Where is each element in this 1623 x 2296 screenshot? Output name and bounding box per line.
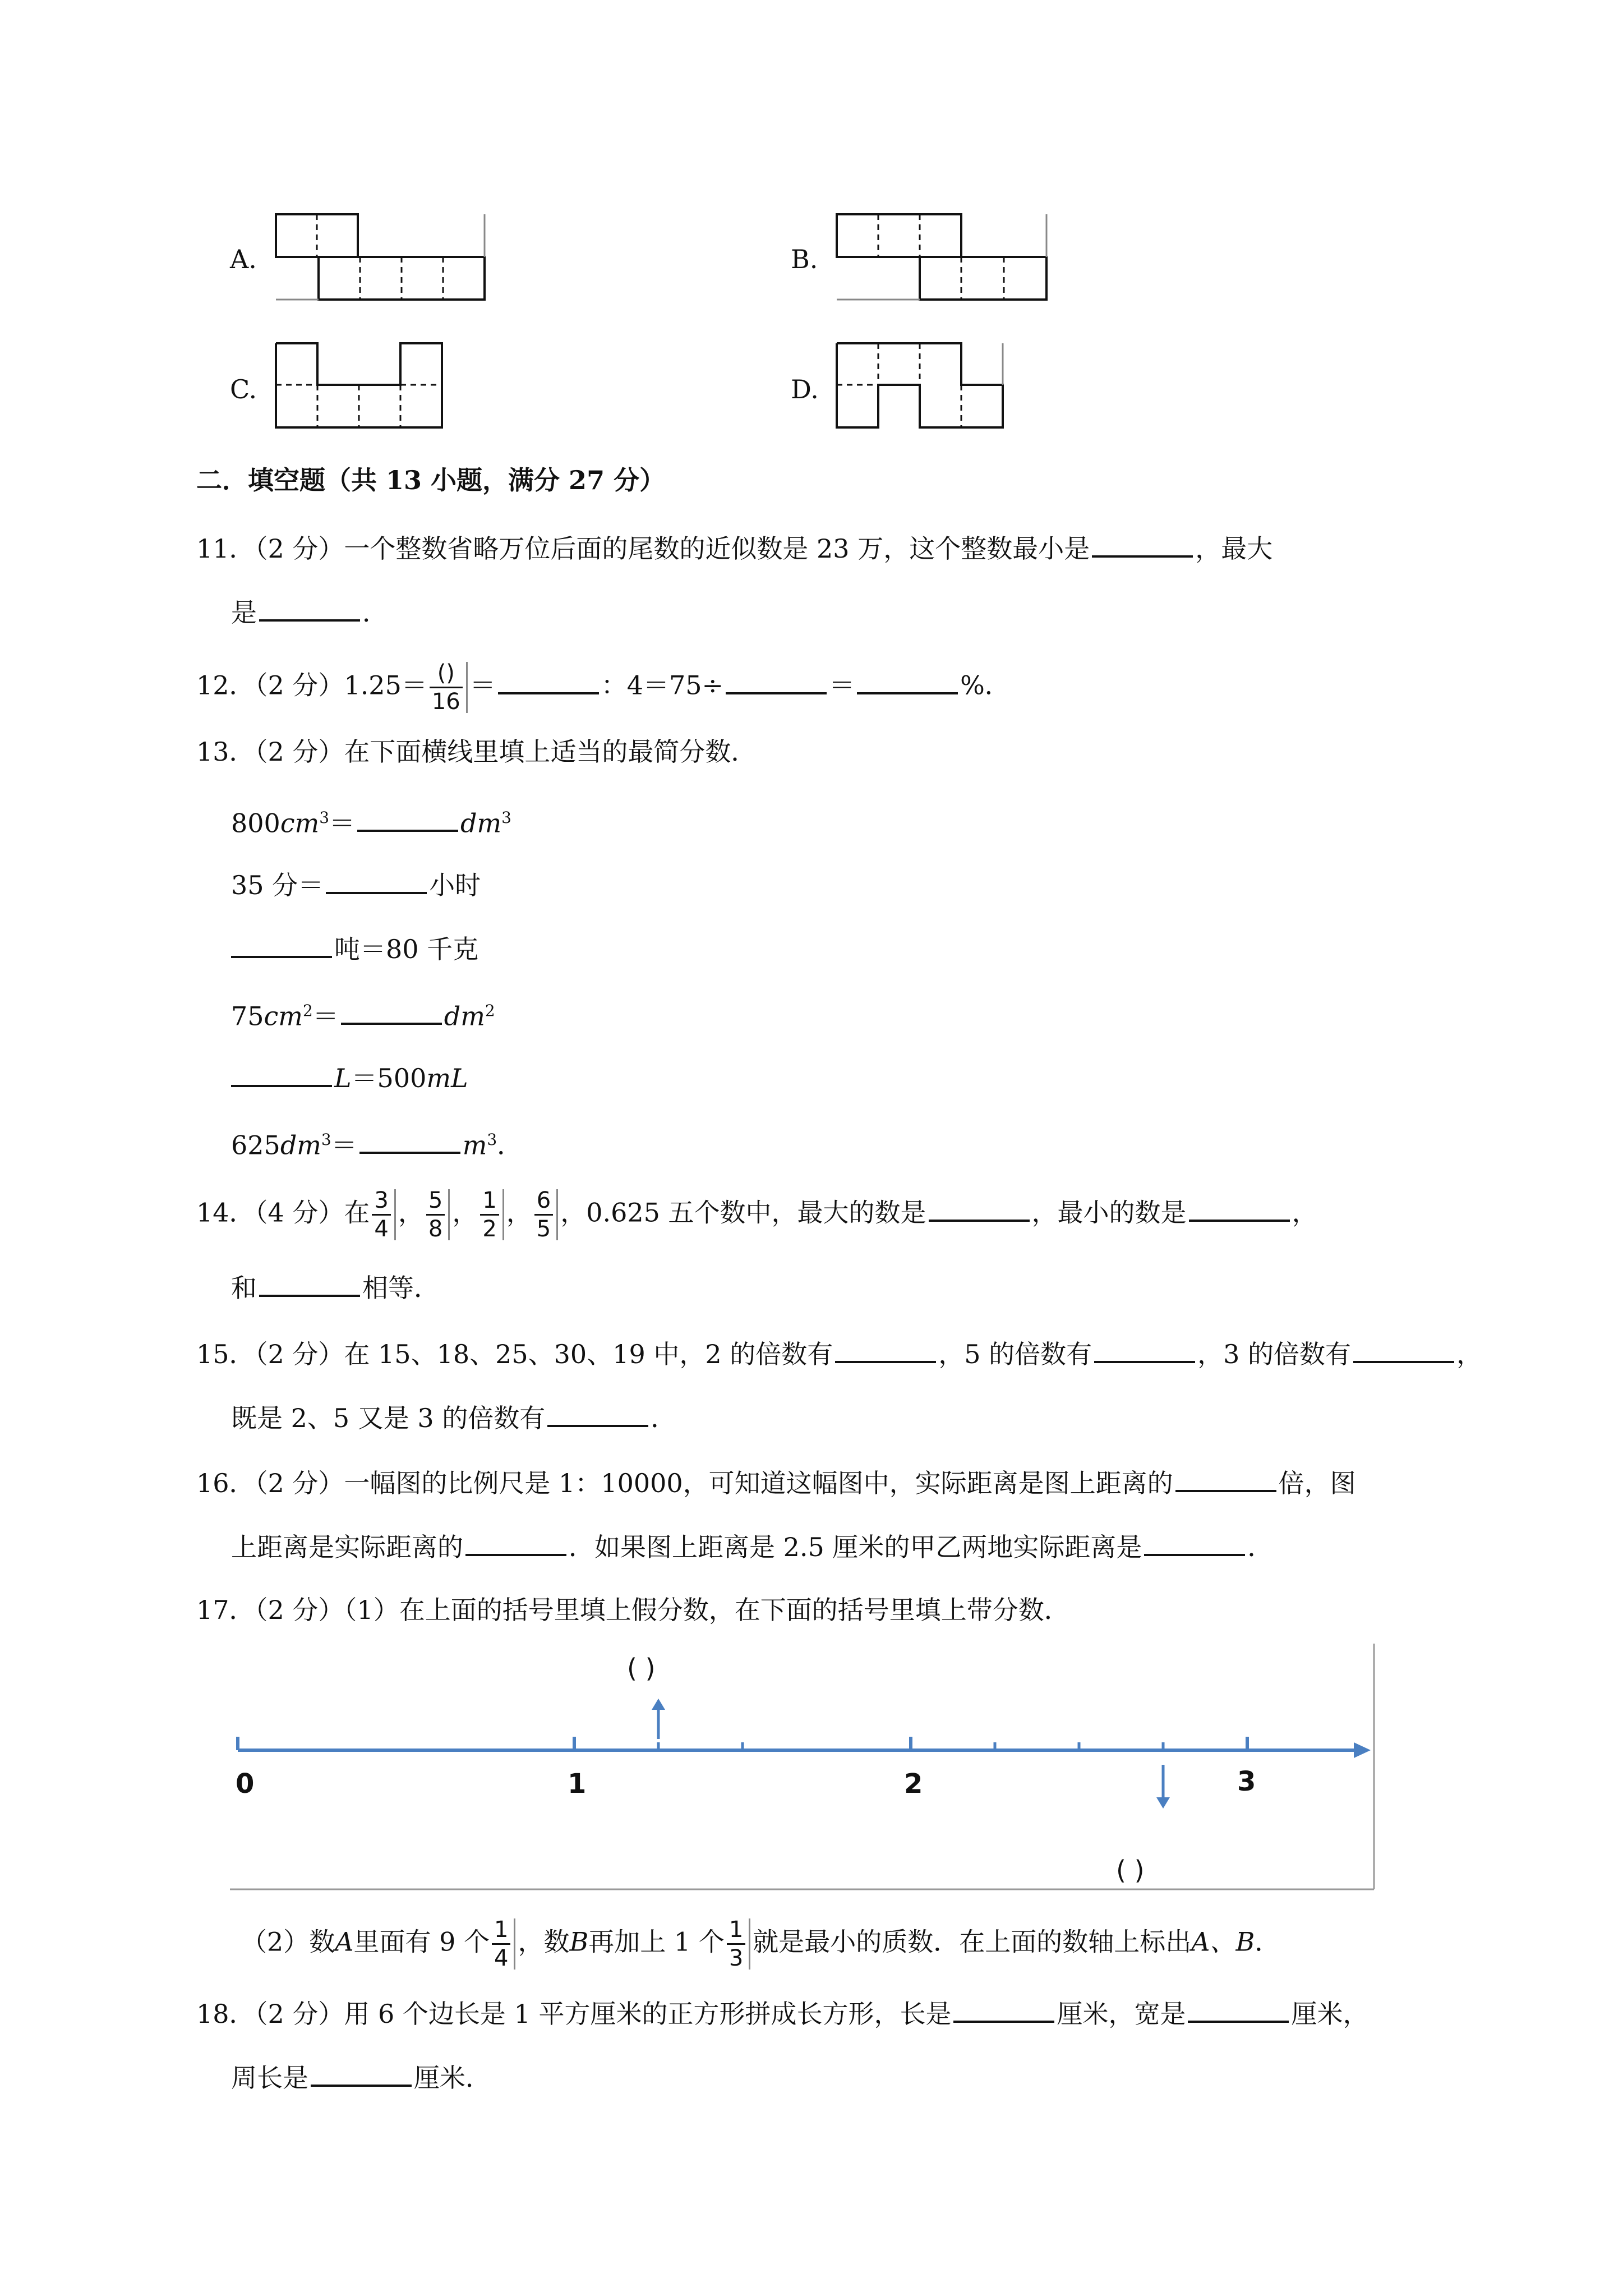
option-c-label: C.: [230, 374, 257, 404]
answer-blank[interactable]: [341, 997, 442, 1025]
option-d-label: D.: [791, 374, 819, 404]
q11-text-2-end: ．: [362, 597, 388, 628]
fraction-1-2: $\frac{1}{2}$: [480, 1189, 504, 1240]
answer-blank[interactable]: [857, 666, 958, 694]
answer-blank[interactable]: [835, 1335, 936, 1363]
question-18-line1: 18．（2 分）用 6 个边长是 1 平方厘米的正方形拼成长方形，长是 厘米，宽是 厘米，: [196, 1995, 1368, 2031]
question-11-line2: [231, 593, 388, 629]
answer-blank[interactable]: [359, 1126, 460, 1154]
up-arrow-head-icon: [652, 1699, 665, 1710]
q13-row-5: L＝500mL: [231, 1059, 468, 1095]
q12-eq2: ＝: [829, 670, 855, 701]
question-18-line2: 周长是 厘米．: [231, 2059, 491, 2095]
answer-blank[interactable]: [1092, 530, 1193, 558]
answer-blank[interactable]: [465, 1528, 566, 1556]
answer-blank[interactable]: [1094, 1335, 1195, 1363]
axis-label-0: 0: [236, 1768, 255, 1800]
q11-text: 11．（2 分）一个整数省略万位后面的尾数的近似数是 23 万，这个整数最小是: [196, 533, 1090, 564]
option-d-figure: [836, 342, 1049, 432]
answer-blank[interactable]: [1188, 1995, 1289, 2023]
answer-blank[interactable]: [259, 1269, 360, 1297]
number-line-figure: [230, 1644, 1385, 1890]
answer-blank[interactable]: [357, 804, 458, 832]
answer-blank[interactable]: [1189, 1194, 1290, 1222]
fraction-1-4: $\frac{1}{4}$: [492, 1918, 515, 1970]
question-16-line2: 上距离是实际距离的 ．如果图上距离是 2.5 厘米的甲乙两地实际距离是 ．: [231, 1528, 1273, 1564]
q13-row-4: $75cm^2= dm^2$: [231, 994, 495, 1033]
answer-blank[interactable]: [326, 866, 427, 894]
answer-blank[interactable]: [726, 666, 827, 694]
question-15-line2: 既是 2、5 又是 3 的倍数有 ．: [231, 1399, 676, 1435]
q13-row-6: $625dm^3= m^3$．: [231, 1123, 523, 1162]
question-14-line2: 和 相等．: [231, 1269, 440, 1305]
number-line-axis: [238, 1699, 1371, 1809]
q12-eq: ＝: [469, 670, 496, 701]
answer-blank[interactable]: [547, 1399, 648, 1427]
option-a-label: A.: [230, 244, 257, 274]
fraction-1-3: $\frac{1}{3}$: [727, 1918, 750, 1970]
axis-arrowhead: [1354, 1742, 1371, 1758]
fraction-3-4: $\frac{3}{4}$: [372, 1189, 395, 1240]
answer-blank[interactable]: [1353, 1335, 1454, 1363]
answer-blank[interactable]: [259, 593, 360, 622]
question-17-part2: （2）数A里面有 9 个 $\frac{1}{4}$ ，数B再加上 1 个 $\frac{1}{3}$ 就是最小的质数．在上面的数轴上标出A、B．: [241, 1917, 1281, 1971]
question-12: [196, 662, 1011, 713]
answer-blank[interactable]: [1175, 1464, 1276, 1492]
q13-row-3: 吨＝80 千克: [231, 930, 478, 966]
answer-blank[interactable]: [311, 2059, 412, 2087]
q13-row-1: $800cm^3= dm^3$: [231, 801, 511, 840]
axis-label-1: 1: [568, 1768, 587, 1800]
q13-row-2: 35 分＝ 小时: [231, 866, 481, 902]
question-11-line1: [196, 530, 1272, 565]
fraction-6-5: $\frac{6}{5}$: [534, 1189, 558, 1240]
fraction-5-8: $\frac{5}{8}$: [426, 1189, 450, 1240]
paren-top[interactable]: ( ): [627, 1653, 656, 1683]
question-16-line1: 16．（2 分）一幅图的比例尺是 1：10000，可知道这幅图中，实际距离是图上距离的 倍，图: [196, 1464, 1356, 1500]
fraction-numerator[interactable]: (): [437, 660, 455, 686]
fraction-denominator: 16: [431, 689, 460, 715]
axis-label-2: 2: [904, 1768, 923, 1800]
q11-text-2: 是: [231, 597, 257, 628]
answer-blank[interactable]: [929, 1194, 1030, 1222]
option-a-figure: [275, 213, 488, 303]
question-15-line1: 15．（2 分）在 15、18、25、30、19 中，2 的倍数有 ，5 的倍数有 ，3 的倍数有 ，: [196, 1335, 1482, 1371]
question-13-title: 13．（2 分）在下面横线里填上适当的最简分数．: [196, 737, 757, 767]
answer-blank[interactable]: [498, 666, 599, 694]
q12-percent: %．: [960, 670, 1011, 701]
q11-text-end: ，最大: [1195, 533, 1273, 564]
q12-ratio: ：4＝75÷: [601, 670, 724, 701]
option-c-figure: [275, 342, 449, 432]
section-header: 二．填空题（共 13 小题，满分 27 分）: [196, 465, 666, 495]
option-b-figure: [836, 213, 1049, 303]
answer-blank[interactable]: [953, 1995, 1054, 2023]
q12-fraction: [430, 662, 468, 713]
answer-blank[interactable]: [231, 930, 332, 958]
down-arrow-head-icon: [1156, 1797, 1170, 1809]
axis-label-3: 3: [1237, 1766, 1256, 1797]
paren-bottom[interactable]: ( ): [1116, 1855, 1145, 1885]
question-14-line1: 14．（4 分）在 $\frac{3}{4}$ ， $\frac{5}{8}$ ， $\frac{1}{2}$ ， $\frac{6}{5}$ ，0.625 五个数中，最大的数是 ，最小的数是 ，: [196, 1188, 1318, 1242]
option-b-label: B.: [791, 244, 818, 274]
question-17-title: 17．（2 分）（1）在上面的括号里填上假分数，在下面的括号里填上带分数．: [196, 1595, 1070, 1625]
q12-text: 12．（2 分）1.25＝: [196, 670, 427, 701]
answer-blank[interactable]: [1144, 1528, 1245, 1556]
answer-blank[interactable]: [231, 1059, 332, 1087]
